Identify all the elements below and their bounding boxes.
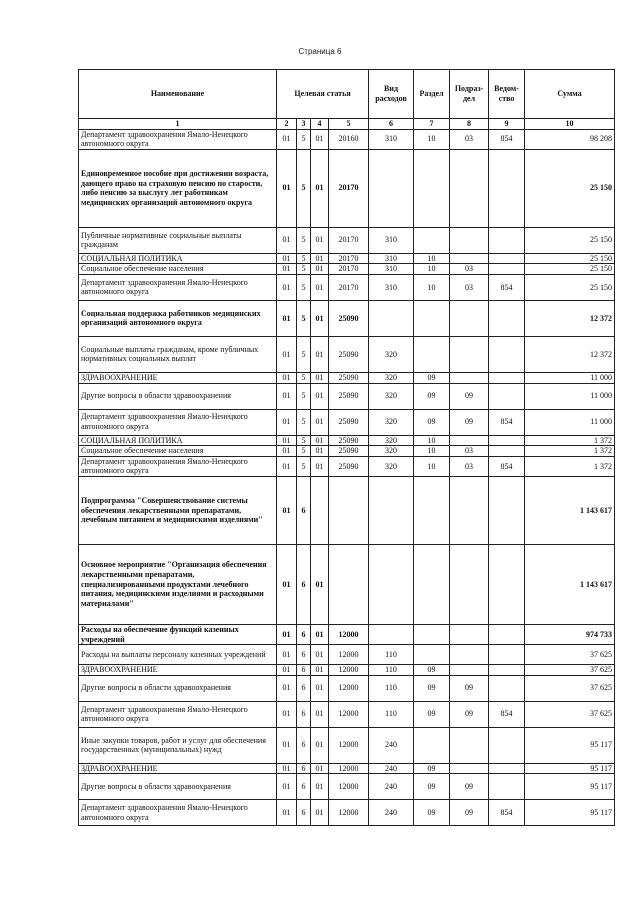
target-code-program: 01 [277,665,297,676]
target-code-subprogram: 5 [297,372,311,383]
section: 10 [414,274,450,300]
subsection: 09 [450,701,489,727]
section [414,476,450,544]
target-code-program: 01 [277,149,297,227]
row-name: СОЦИАЛЬНАЯ ПОЛИТИКА [79,435,277,446]
row-sum: 11 000 [525,409,615,435]
row-sum: 11 000 [525,383,615,409]
target-code-event: 01 [311,409,329,435]
row-name: Иные закупки товаров, работ и услуг для обеспечения государственных (муниципальных) нужд [79,727,277,763]
row-name: Департамент здравоохранения Ямало-Ненецкого автономного округа [79,274,277,300]
row-sum: 98 208 [525,129,615,149]
table-row [79,456,615,476]
target-code-program: 01 [277,456,297,476]
target-code-direction: 12000 [329,763,369,774]
row-sum: 1 372 [525,456,615,476]
target-code-program: 01 [277,372,297,383]
target-code-direction: 25090 [329,456,369,476]
table-row [79,336,615,372]
department-code: 854 [489,701,525,727]
target-code-subprogram: 6 [297,624,311,644]
target-code-direction [329,544,369,624]
row-sum: 25 150 [525,253,615,264]
subsection [450,253,489,264]
expense-type: 110 [369,675,414,701]
department-code [489,476,525,544]
row-name: Другие вопросы в области здравоохранения [79,675,277,701]
target-code-program: 01 [277,544,297,624]
target-code-direction: 25090 [329,446,369,457]
section [414,727,450,763]
section [414,300,450,336]
subsection [450,300,489,336]
target-code-event: 01 [311,800,329,826]
department-code: 854 [489,409,525,435]
row-name: Другие вопросы в области здравоохранения [79,774,277,800]
header-podrazdel: Подраз-дел [450,70,489,119]
department-code: 854 [489,274,525,300]
expense-type: 240 [369,763,414,774]
target-code-program: 01 [277,624,297,644]
row-sum: 37 625 [525,645,615,665]
section: 09 [414,675,450,701]
row-sum: 95 117 [525,774,615,800]
row-name: Социальные выплаты гражданам, кроме публичных нормативных социальных выплат [79,336,277,372]
header-name: Наименование [79,70,277,119]
row-name: Расходы на обеспечение функций казенных учреждений [79,624,277,644]
section: 09 [414,665,450,676]
row-name: ЗДРАВООХРАНЕНИЕ [79,665,277,676]
row-sum: 95 117 [525,763,615,774]
row-sum: 95 117 [525,800,615,826]
target-code-program: 01 [277,476,297,544]
subsection: 03 [450,446,489,457]
table-body [79,129,615,826]
target-code-event: 01 [311,665,329,676]
target-code-event: 01 [311,701,329,727]
table-row [79,800,615,826]
department-code [489,675,525,701]
subsection: 09 [450,774,489,800]
department-code [489,763,525,774]
target-code-event: 01 [311,227,329,253]
section: 10 [414,435,450,446]
table-row [79,476,615,544]
target-code-subprogram: 6 [297,727,311,763]
subsection [450,336,489,372]
row-sum: 1 372 [525,446,615,457]
row-sum: 37 625 [525,675,615,701]
section: 09 [414,800,450,826]
target-code-event: 01 [311,336,329,372]
column-number: 9 [489,119,525,130]
subsection: 09 [450,409,489,435]
expense-type: 110 [369,701,414,727]
column-number: 7 [414,119,450,130]
expense-type: 310 [369,253,414,264]
section: 10 [414,264,450,275]
table-row [79,624,615,644]
department-code [489,774,525,800]
table-row [79,372,615,383]
column-number: 8 [450,119,489,130]
department-code [489,253,525,264]
row-sum: 25 150 [525,149,615,227]
target-code-direction: 25090 [329,409,369,435]
target-code-program: 01 [277,336,297,372]
target-code-program: 01 [277,800,297,826]
expense-type: 320 [369,456,414,476]
target-code-event: 01 [311,372,329,383]
expense-type: 110 [369,645,414,665]
row-name: Единовременное пособие при достижении возраста, дающего право на страховую пенсию по старости, либо пенсию за выслугу лет работникам медицинских организаций автономного округа [79,149,277,227]
subsection [450,624,489,644]
subsection [450,476,489,544]
subsection [450,763,489,774]
target-code-direction: 25090 [329,336,369,372]
target-code-program: 01 [277,129,297,149]
target-code-direction: 25090 [329,383,369,409]
row-name: Департамент здравоохранения Ямало-Ненецкого автономного округа [79,701,277,727]
target-code-subprogram: 5 [297,435,311,446]
target-code-direction: 20170 [329,227,369,253]
row-name: Социальная поддержка работников медицинских организаций автономного округа [79,300,277,336]
target-code-direction: 20170 [329,274,369,300]
section: 10 [414,253,450,264]
section: 10 [414,446,450,457]
column-number: 5 [329,119,369,130]
target-code-event: 01 [311,446,329,457]
target-code-program: 01 [277,446,297,457]
row-name: Другие вопросы в области здравоохранения [79,383,277,409]
department-code: 854 [489,800,525,826]
department-code [489,544,525,624]
header-vedomstvo: Ведом-ство [489,70,525,119]
budget-table [78,69,615,826]
target-code-event: 01 [311,763,329,774]
expense-type: 320 [369,336,414,372]
department-code: 854 [489,129,525,149]
target-code-subprogram: 6 [297,645,311,665]
table-row [79,149,615,227]
department-code [489,149,525,227]
table-row [79,435,615,446]
target-code-event: 01 [311,774,329,800]
subsection [450,372,489,383]
target-code-subprogram: 6 [297,476,311,544]
target-code-subprogram: 5 [297,336,311,372]
expense-type: 310 [369,129,414,149]
target-code-program: 01 [277,227,297,253]
expense-type: 320 [369,435,414,446]
target-code-subprogram: 5 [297,383,311,409]
table-row [79,645,615,665]
table-row [79,544,615,624]
row-sum: 1 372 [525,435,615,446]
column-number: 3 [297,119,311,130]
section: 09 [414,372,450,383]
section [414,149,450,227]
expense-type [369,624,414,644]
table-row [79,446,615,457]
subsection: 09 [450,800,489,826]
subsection [450,544,489,624]
target-code-direction: 25090 [329,300,369,336]
target-code-direction: 20160 [329,129,369,149]
table-row [79,763,615,774]
column-number: 10 [525,119,615,130]
target-code-subprogram: 5 [297,253,311,264]
target-code-direction: 20170 [329,264,369,275]
department-code [489,336,525,372]
subsection: 03 [450,264,489,275]
target-code-direction: 25090 [329,435,369,446]
table-row [79,300,615,336]
target-code-program: 01 [277,253,297,264]
target-code-direction: 12000 [329,774,369,800]
expense-type: 240 [369,727,414,763]
row-name: Расходы на выплаты персоналу казенных учреждений [79,645,277,665]
header-razdel: Раздел [414,70,450,119]
expense-type [369,544,414,624]
row-sum: 1 143 617 [525,476,615,544]
table-row [79,227,615,253]
department-code [489,665,525,676]
target-code-event: 01 [311,544,329,624]
target-code-subprogram: 5 [297,409,311,435]
subsection: 03 [450,456,489,476]
section: 09 [414,409,450,435]
section: 09 [414,383,450,409]
section [414,544,450,624]
target-code-program: 01 [277,774,297,800]
target-code-subprogram: 5 [297,227,311,253]
column-number-row [79,119,615,130]
target-code-direction: 12000 [329,701,369,727]
table-row [79,701,615,727]
expense-type [369,149,414,227]
target-code-program: 01 [277,701,297,727]
target-code-subprogram: 6 [297,665,311,676]
target-code-program: 01 [277,300,297,336]
section: 09 [414,701,450,727]
expense-type: 310 [369,274,414,300]
table-row [79,727,615,763]
target-code-program: 01 [277,264,297,275]
department-code [489,435,525,446]
target-code-event: 01 [311,383,329,409]
target-code-direction: 12000 [329,800,369,826]
header-row [79,70,615,119]
department-code [489,446,525,457]
section [414,336,450,372]
target-code-event: 01 [311,645,329,665]
row-sum: 37 625 [525,701,615,727]
table-row [79,665,615,676]
table-row [79,774,615,800]
target-code-event: 01 [311,624,329,644]
department-code [489,727,525,763]
target-code-subprogram: 5 [297,300,311,336]
target-code-program: 01 [277,763,297,774]
target-code-subprogram: 6 [297,763,311,774]
page-label: Страница 6 [298,47,342,56]
target-code-direction [329,476,369,544]
target-code-event: 01 [311,129,329,149]
target-code-event: 01 [311,149,329,227]
row-name: ЗДРАВООХРАНЕНИЕ [79,372,277,383]
subsection: 09 [450,383,489,409]
row-sum: 25 150 [525,227,615,253]
row-name: Департамент здравоохранения Ямало-Ненецкого автономного округа [79,456,277,476]
expense-type: 310 [369,264,414,275]
target-code-subprogram: 5 [297,456,311,476]
row-name: Департамент здравоохранения Ямало-Ненецкого автономного округа [79,409,277,435]
subsection [450,149,489,227]
expense-type: 320 [369,383,414,409]
target-code-program: 01 [277,409,297,435]
target-code-event: 01 [311,264,329,275]
row-sum: 25 150 [525,264,615,275]
department-code [489,300,525,336]
target-code-event: 01 [311,675,329,701]
row-name: Социальное обеспечение населения [79,264,277,275]
target-code-subprogram: 6 [297,544,311,624]
target-code-event: 01 [311,435,329,446]
department-code [489,264,525,275]
row-sum: 12 372 [525,300,615,336]
target-code-subprogram: 6 [297,774,311,800]
target-code-direction: 12000 [329,727,369,763]
department-code [489,227,525,253]
expense-type: 320 [369,372,414,383]
subsection: 03 [450,274,489,300]
row-sum: 12 372 [525,336,615,372]
header-target: Целевая статья [277,70,369,119]
expense-type: 110 [369,665,414,676]
target-code-event: 01 [311,300,329,336]
target-code-direction: 12000 [329,665,369,676]
section [414,227,450,253]
table-row [79,675,615,701]
row-name: Подпрограмма "Совершенствование системы обеспечения лекарственными препаратами, лечебным питанием и медицинскими изделиями" [79,476,277,544]
target-code-subprogram: 6 [297,800,311,826]
target-code-program: 01 [277,435,297,446]
row-name: Социальное обеспечение населения [79,446,277,457]
row-name: Департамент здравоохранения Ямало-Ненецкого автономного округа [79,129,277,149]
row-sum: 95 117 [525,727,615,763]
target-code-subprogram: 5 [297,446,311,457]
table-row [79,274,615,300]
table-row [79,383,615,409]
target-code-subprogram: 5 [297,274,311,300]
target-code-program: 01 [277,675,297,701]
column-number: 2 [277,119,297,130]
target-code-subprogram: 5 [297,129,311,149]
column-number: 1 [79,119,277,130]
section: 10 [414,129,450,149]
expense-type [369,300,414,336]
target-code-direction: 25090 [329,372,369,383]
expense-type: 320 [369,446,414,457]
target-code-direction: 12000 [329,645,369,665]
target-code-subprogram: 5 [297,149,311,227]
column-number: 6 [369,119,414,130]
table-row [79,409,615,435]
expense-type: 320 [369,409,414,435]
subsection [450,645,489,665]
target-code-direction: 12000 [329,675,369,701]
department-code [489,372,525,383]
target-code-program: 01 [277,727,297,763]
target-code-direction: 20170 [329,149,369,227]
section [414,624,450,644]
target-code-event: 01 [311,274,329,300]
expense-type: 240 [369,800,414,826]
row-sum: 25 150 [525,274,615,300]
target-code-direction: 20170 [329,253,369,264]
department-code [489,645,525,665]
row-name: ЗДРАВООХРАНЕНИЕ [79,763,277,774]
row-sum: 11 000 [525,372,615,383]
target-code-subprogram: 5 [297,264,311,275]
target-code-event [311,476,329,544]
section: 09 [414,774,450,800]
section: 09 [414,763,450,774]
subsection [450,227,489,253]
subsection [450,727,489,763]
row-sum: 1 143 617 [525,544,615,624]
column-number: 4 [311,119,329,130]
expense-type: 310 [369,227,414,253]
department-code [489,383,525,409]
target-code-subprogram: 6 [297,701,311,727]
department-code: 854 [489,456,525,476]
row-name: Департамент здравоохранения Ямало-Ненецкого автономного округа [79,800,277,826]
target-code-event: 01 [311,456,329,476]
row-name: СОЦИАЛЬНАЯ ПОЛИТИКА [79,253,277,264]
subsection [450,435,489,446]
target-code-direction: 12000 [329,624,369,644]
row-name: Основное мероприятие "Организация обеспечения лекарственными препаратами, специализированными продуктами лечебного питания, медицинскими изделиями и расходными материалами" [79,544,277,624]
row-sum: 37 625 [525,665,615,676]
target-code-event: 01 [311,727,329,763]
target-code-program: 01 [277,645,297,665]
subsection: 03 [450,129,489,149]
section [414,645,450,665]
header-vid: Вид расходов [369,70,414,119]
target-code-program: 01 [277,383,297,409]
table-row [79,264,615,275]
table-row [79,253,615,264]
section: 10 [414,456,450,476]
expense-type: 240 [369,774,414,800]
row-name: Публичные нормативные социальные выплаты гражданам [79,227,277,253]
target-code-event: 01 [311,253,329,264]
target-code-program: 01 [277,274,297,300]
target-code-subprogram: 6 [297,675,311,701]
header-summa: Сумма [525,70,615,119]
table-row [79,129,615,149]
department-code [489,624,525,644]
expense-type [369,476,414,544]
subsection: 09 [450,675,489,701]
subsection [450,665,489,676]
row-sum: 974 733 [525,624,615,644]
